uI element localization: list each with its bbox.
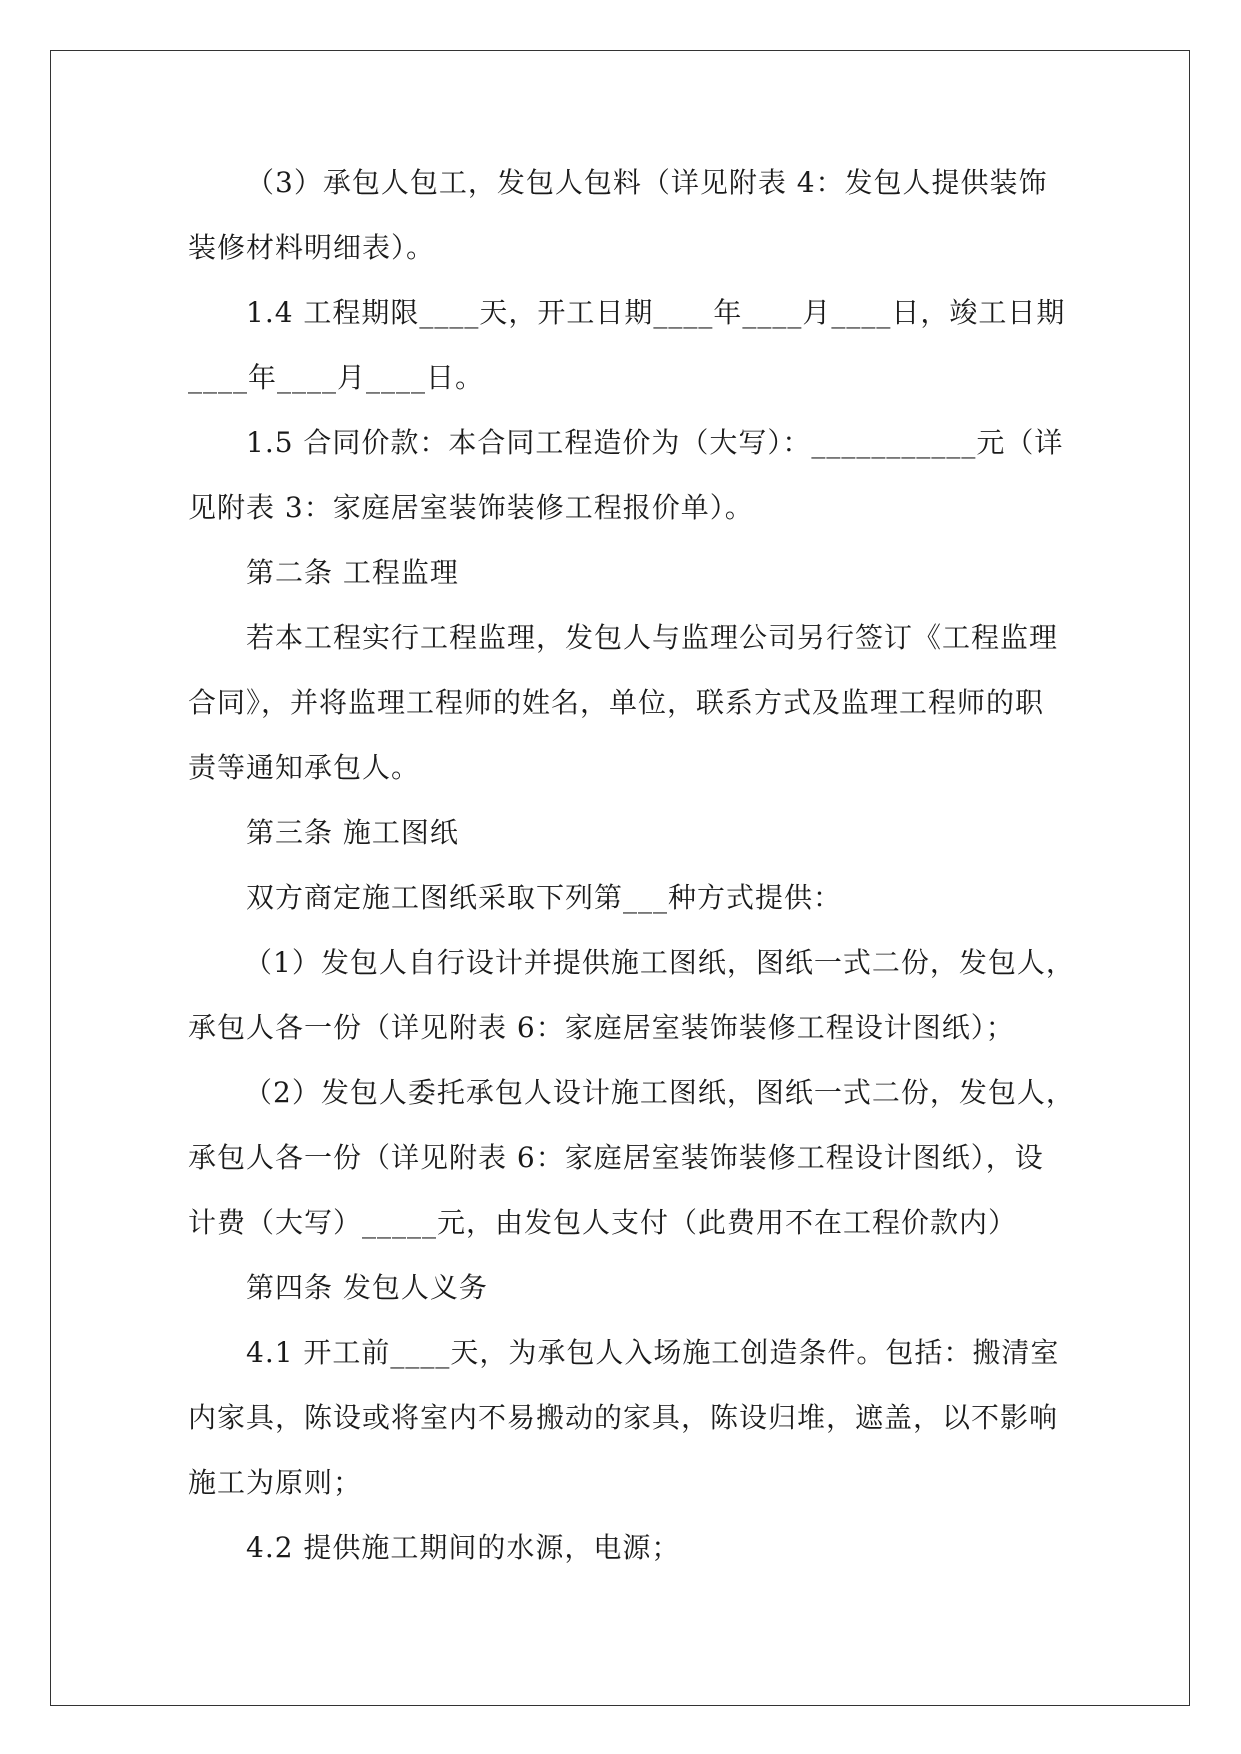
text-line: 第二条 工程监理 xyxy=(246,556,459,589)
document-body xyxy=(188,150,1075,1580)
text-line: 装修材料明细表）。 xyxy=(188,231,436,264)
text-line: （2）发包人委托承包人设计施工图纸，图纸一式二份，发包人， xyxy=(244,1076,1075,1109)
text-line: 责等通知承包人。 xyxy=(188,751,421,784)
text-line: 4.2 提供施工期间的水源，电源； xyxy=(246,1531,681,1564)
text-line: 1.4 工程期限____天，开工日期____年____月____日，竣工日期 xyxy=(246,296,1066,329)
text-line: 承包人各一份（详见附表 6：家庭居室装饰装修工程设计图纸）； xyxy=(188,1011,1015,1044)
text-line: 承包人各一份（详见附表 6：家庭居室装饰装修工程设计图纸），设 xyxy=(188,1141,1044,1174)
text-line: 若本工程实行工程监理，发包人与监理公司另行签订《工程监理 xyxy=(246,621,1059,654)
text-line: 内家具，陈设或将室内不易搬动的家具，陈设归堆，遮盖，以不影响 xyxy=(188,1401,1059,1434)
text-line: （3）承包人包工，发包人包料（详见附表 4：发包人提供装饰 xyxy=(246,166,1048,199)
text-line: 合同》，并将监理工程师的姓名，单位，联系方式及监理工程师的职 xyxy=(188,686,1045,719)
text-line: 4.1 开工前____天，为承包人入场施工创造条件。包括：搬清室 xyxy=(246,1336,1060,1369)
text-line: 第三条 施工图纸 xyxy=(246,816,459,849)
text-line: 计费（大写）_____元，由发包人支付（此费用不在工程价款内） xyxy=(188,1206,1018,1239)
text-line: 双方商定施工图纸采取下列第___种方式提供： xyxy=(246,881,843,914)
text-line: ____年____月____日。 xyxy=(188,361,485,394)
text-line: 施工为原则； xyxy=(188,1466,363,1499)
text-line: 第四条 发包人义务 xyxy=(246,1271,488,1304)
text-line: （1）发包人自行设计并提供施工图纸，图纸一式二份，发包人， xyxy=(244,946,1075,979)
text-line: 1.5 合同价款：本合同工程造价为（大写）：___________元（详 xyxy=(246,426,1064,459)
text-line: 见附表 3：家庭居室装饰装修工程报价单）。 xyxy=(188,491,754,524)
